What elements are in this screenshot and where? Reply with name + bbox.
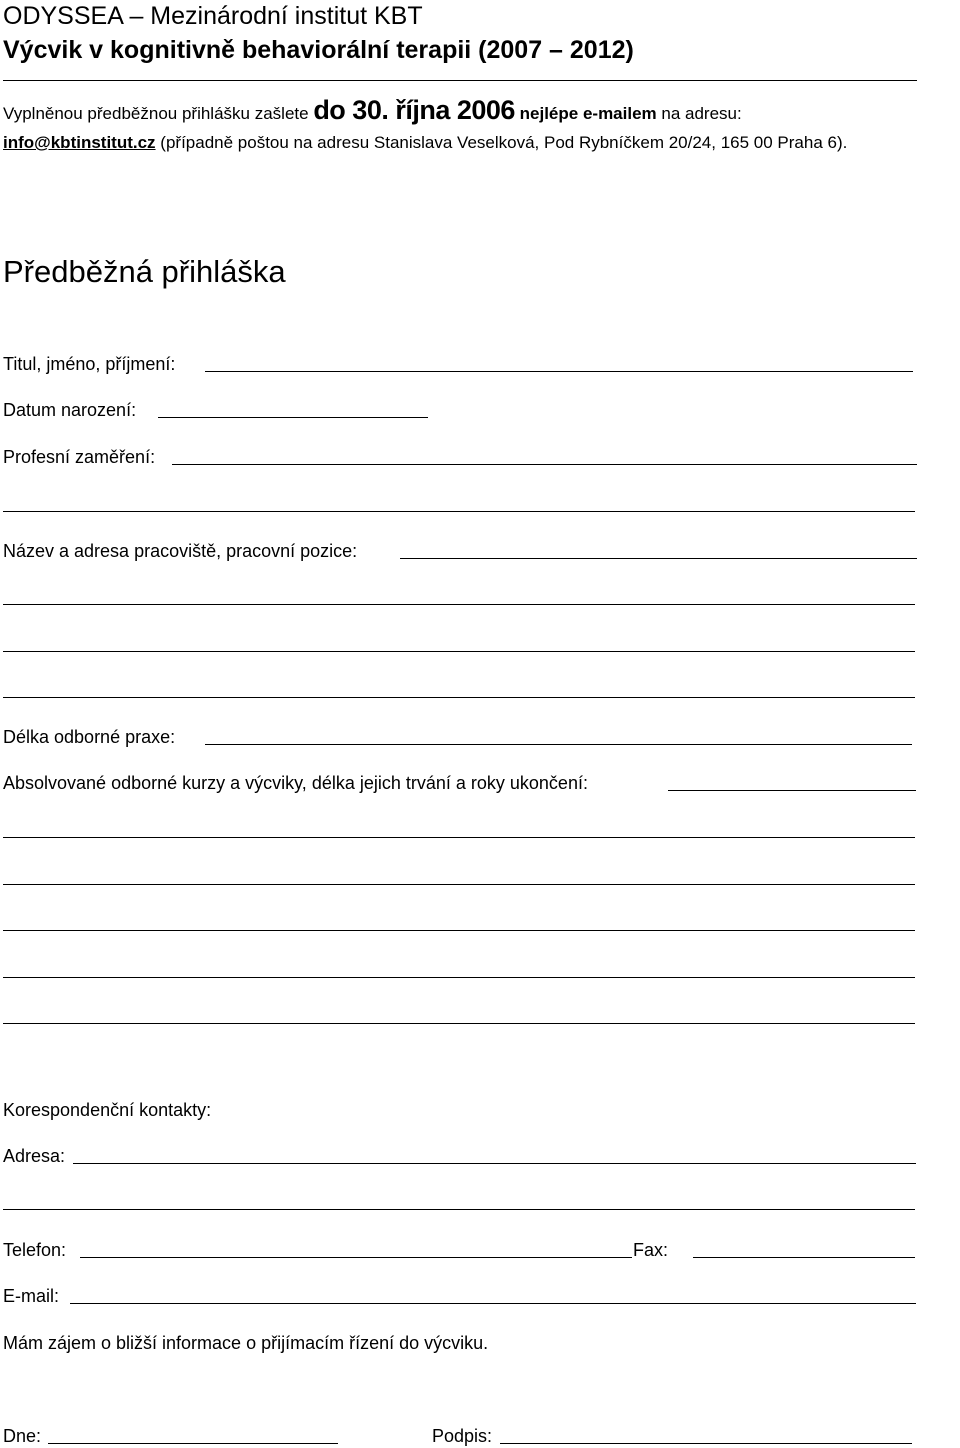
courses-field-5[interactable] xyxy=(3,977,915,978)
workplace-field-3[interactable] xyxy=(3,651,915,652)
deadline: do 30. října 2006 xyxy=(313,95,515,125)
instructions-text: Vyplněnou předběžnou přihlášku zašlete xyxy=(3,104,314,123)
email-label: E-mail: xyxy=(3,1286,60,1306)
address-field[interactable] xyxy=(73,1163,916,1164)
instructions-text-2: na adresu: xyxy=(656,104,742,123)
institute-name: ODYSSEA – Mezinárodní institut KBT xyxy=(3,2,423,30)
course-title: Výcvik v kognitivně behaviorální terapii (2007 – 2012) xyxy=(3,36,634,64)
name-field[interactable] xyxy=(205,371,913,372)
address-label: Adresa: xyxy=(3,1146,66,1166)
fax-label: Fax: xyxy=(633,1240,669,1260)
contacts-label: Korespondenční kontakty: xyxy=(3,1100,212,1120)
signature-field[interactable] xyxy=(500,1443,912,1444)
form-title: Předběžná přihláška xyxy=(3,254,286,289)
workplace-label: Název a adresa pracoviště, pracovní pozice: xyxy=(3,541,358,561)
courses-field-3[interactable] xyxy=(3,884,915,885)
courses-field[interactable] xyxy=(668,790,916,791)
birth-date-label: Datum narození: xyxy=(3,400,137,420)
practice-label: Délka odborné praxe: xyxy=(3,727,176,747)
courses-label: Absolvované odborné kurzy a výcviky, délka jejich trvání a roky ukončení: xyxy=(3,773,588,793)
profession-label: Profesní zaměření: xyxy=(3,447,156,467)
phone-label: Telefon: xyxy=(3,1240,67,1260)
practice-field[interactable] xyxy=(205,744,912,745)
fax-field[interactable] xyxy=(693,1257,915,1258)
workplace-field-4[interactable] xyxy=(3,697,915,698)
signature-label: Podpis: xyxy=(432,1426,493,1446)
instructions-line-2 xyxy=(3,133,847,153)
send-method: nejlépe e-mailem xyxy=(514,104,657,123)
date-label: Dne: xyxy=(3,1426,42,1446)
date-field[interactable] xyxy=(48,1443,338,1444)
address-field-2[interactable] xyxy=(3,1209,915,1210)
header-divider xyxy=(3,80,917,81)
postal-address: (případně poštou na adresu Stanislava Veselková, Pod Rybníčkem 20/24, 165 00 Praha 6). xyxy=(155,133,848,152)
profession-field-2[interactable] xyxy=(3,511,915,512)
courses-field-2[interactable] xyxy=(3,837,915,838)
name-label: Titul, jméno, příjmení: xyxy=(3,354,176,374)
interest-statement: Mám zájem o bližší informace o přijímacím řízení do výcviku. xyxy=(3,1333,489,1353)
courses-field-6[interactable] xyxy=(3,1023,915,1024)
workplace-field-2[interactable] xyxy=(3,604,915,605)
email-link[interactable]: info@kbtinstitut.cz xyxy=(3,133,156,152)
phone-field[interactable] xyxy=(80,1257,632,1258)
email-field[interactable] xyxy=(70,1303,916,1304)
instructions-line-1 xyxy=(3,95,742,125)
profession-field[interactable] xyxy=(172,464,917,465)
workplace-field[interactable] xyxy=(400,558,917,559)
courses-field-4[interactable] xyxy=(3,930,915,931)
birth-date-field[interactable] xyxy=(158,417,428,418)
